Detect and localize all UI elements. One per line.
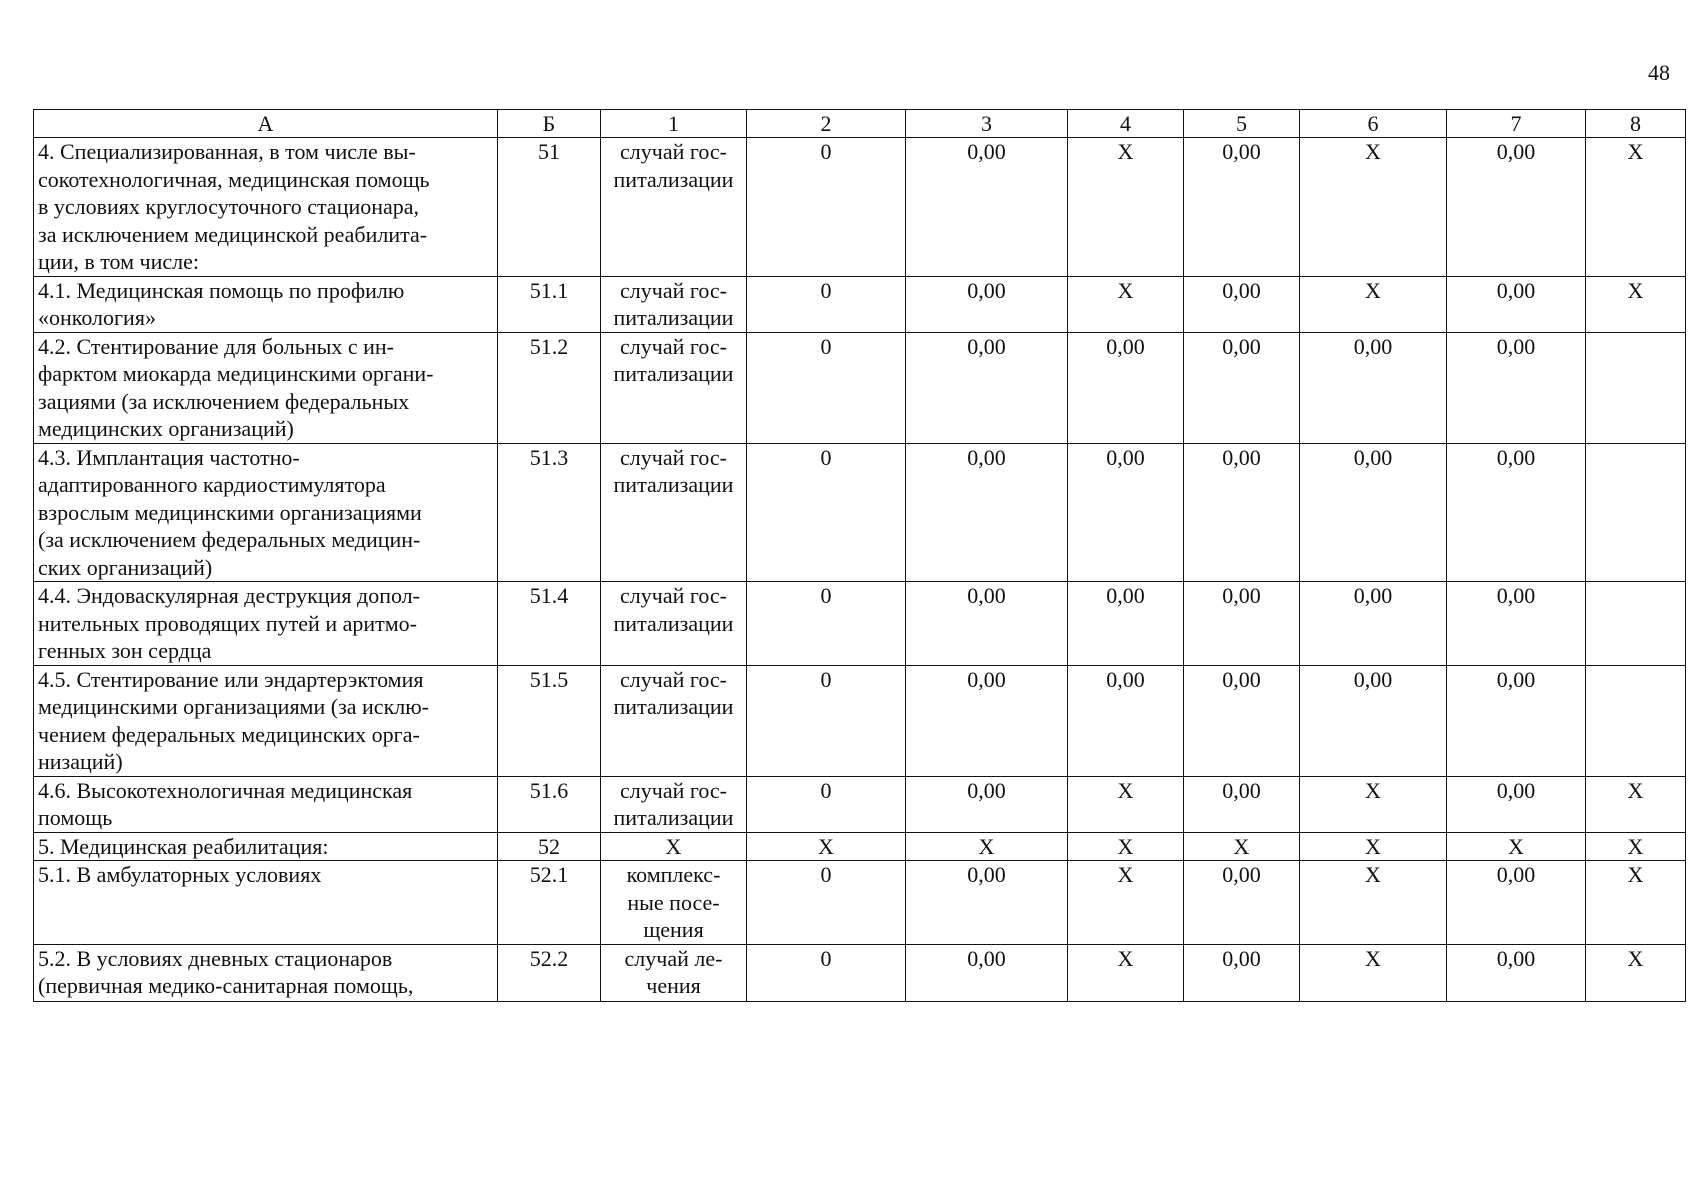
row-value-cell: X [906, 832, 1068, 861]
row-value-cell: 0,00 [1300, 443, 1447, 582]
row-value-cell: 0 [747, 944, 906, 1001]
row-value-cell: X [1586, 276, 1686, 332]
row-name-cell: 5.2. В условиях дневных стационаров (первичная медико-санитарная помощь, [34, 944, 498, 1001]
row-code-cell: 51 [498, 138, 601, 277]
header-cell: 8 [1586, 110, 1686, 138]
row-value-cell: X [1586, 944, 1686, 1001]
row-code-cell: 51.6 [498, 776, 601, 832]
table-row [34, 665, 1686, 776]
row-name-cell: 5. Медицинская реабилитация: [34, 832, 498, 861]
row-value-cell [1586, 582, 1686, 666]
row-value-cell: 0,00 [1447, 443, 1586, 582]
row-value-cell: X [1068, 832, 1184, 861]
row-value-cell: 0,00 [1447, 665, 1586, 776]
row-name-cell: 4. Специализированная, в том числе вы- сокотехнологичная, медицинская помощь в условиях круглосуточного стационара, за исключением медицинской реабилита- ции, в том числе: [34, 138, 498, 277]
row-code-cell: 51.2 [498, 332, 601, 443]
header-cell: 6 [1300, 110, 1447, 138]
row-name-cell: 4.3. Имплантация частотно- адаптированного кардиостимулятора взрослым медицинскими организациями (за исключением федеральных медицин- ских организаций) [34, 443, 498, 582]
row-value-cell [1586, 332, 1686, 443]
row-value-cell: 0,00 [1184, 665, 1300, 776]
row-value-cell: X [1300, 832, 1447, 861]
row-value-cell: 0,00 [1447, 276, 1586, 332]
row-value-cell: X [1447, 832, 1586, 861]
table-row [34, 582, 1686, 666]
row-value-cell: X [1586, 776, 1686, 832]
row-value-cell: 0,00 [906, 861, 1068, 945]
row-code-cell: 52.1 [498, 861, 601, 945]
table-row [34, 332, 1686, 443]
row-value-cell: 0,00 [906, 276, 1068, 332]
row-value-cell: 0 [747, 861, 906, 945]
row-value-cell: 0,00 [906, 665, 1068, 776]
row-value-cell: 0,00 [906, 582, 1068, 666]
table-row [34, 138, 1686, 277]
table-row [34, 861, 1686, 945]
header-cell: 3 [906, 110, 1068, 138]
row-unit-cell: случай гос- питализации [601, 443, 747, 582]
row-value-cell: 0,00 [1447, 776, 1586, 832]
header-cell: Б [498, 110, 601, 138]
row-code-cell: 51.1 [498, 276, 601, 332]
row-value-cell: 0,00 [1184, 443, 1300, 582]
row-value-cell: 0,00 [906, 138, 1068, 277]
row-value-cell: 0,00 [906, 776, 1068, 832]
header-cell: 7 [1447, 110, 1586, 138]
row-value-cell: 0 [747, 665, 906, 776]
row-unit-cell: случай гос- питализации [601, 582, 747, 666]
header-cell: 2 [747, 110, 906, 138]
row-name-cell: 4.1. Медицинская помощь по профилю «онкология» [34, 276, 498, 332]
row-value-cell: X [1300, 276, 1447, 332]
row-value-cell: 0,00 [1300, 582, 1447, 666]
row-value-cell: X [1068, 944, 1184, 1001]
row-code-cell: 51.4 [498, 582, 601, 666]
row-value-cell: 0 [747, 443, 906, 582]
header-cell: 5 [1184, 110, 1300, 138]
row-value-cell: X [1300, 138, 1447, 277]
row-name-cell: 4.6. Высокотехнологичная медицинская помощь [34, 776, 498, 832]
row-value-cell: 0,00 [906, 944, 1068, 1001]
table-row [34, 276, 1686, 332]
header-cell: 1 [601, 110, 747, 138]
row-value-cell: 0,00 [1300, 665, 1447, 776]
row-name-cell: 4.5. Стентирование или эндартерэктомия медицинскими организациями (за исклю- чением федеральных медицинских орга- низаций) [34, 665, 498, 776]
row-value-cell: 0,00 [906, 332, 1068, 443]
row-value-cell [1586, 665, 1686, 776]
table-row [34, 944, 1686, 1001]
row-value-cell: 0,00 [1068, 332, 1184, 443]
row-value-cell: 0,00 [1184, 276, 1300, 332]
row-code-cell: 52 [498, 832, 601, 861]
row-unit-cell: случай гос- питализации [601, 276, 747, 332]
row-value-cell: 0,00 [1068, 582, 1184, 666]
header-cell: А [34, 110, 498, 138]
row-value-cell: X [1300, 861, 1447, 945]
table-row [34, 832, 1686, 861]
row-value-cell: 0,00 [1447, 332, 1586, 443]
row-value-cell: 0,00 [1184, 861, 1300, 945]
row-unit-cell: случай гос- питализации [601, 332, 747, 443]
row-value-cell: X [1068, 138, 1184, 277]
row-unit-cell: случай гос- питализации [601, 665, 747, 776]
row-value-cell: X [1586, 138, 1686, 277]
row-value-cell: 0,00 [1447, 582, 1586, 666]
row-value-cell: 0 [747, 776, 906, 832]
row-name-cell: 4.4. Эндоваскулярная деструкция допол- нительных проводящих путей и аритмо- генных зон сердца [34, 582, 498, 666]
row-unit-cell: комплекс- ные посе- щения [601, 861, 747, 945]
row-name-cell: 5.1. В амбулаторных условиях [34, 861, 498, 945]
row-code-cell: 51.3 [498, 443, 601, 582]
row-value-cell: 0,00 [1447, 861, 1586, 945]
row-value-cell: 0,00 [1068, 665, 1184, 776]
row-unit-cell: случай гос- питализации [601, 776, 747, 832]
row-value-cell: 0 [747, 276, 906, 332]
row-value-cell: 0,00 [1300, 332, 1447, 443]
row-value-cell: X [1068, 776, 1184, 832]
page-number: 48 [1648, 60, 1670, 85]
row-value-cell: 0,00 [1447, 138, 1586, 277]
row-value-cell: 0,00 [1068, 443, 1184, 582]
row-code-cell: 52.2 [498, 944, 601, 1001]
row-value-cell: X [1068, 276, 1184, 332]
row-value-cell [1586, 443, 1686, 582]
row-value-cell: X [1300, 776, 1447, 832]
row-value-cell: 0,00 [1184, 776, 1300, 832]
row-value-cell: 0,00 [906, 443, 1068, 582]
row-unit-cell: случай гос- питализации [601, 138, 747, 277]
row-value-cell: X [1300, 944, 1447, 1001]
row-unit-cell: X [601, 832, 747, 861]
header-cell: 4 [1068, 110, 1184, 138]
row-value-cell: 0,00 [1184, 582, 1300, 666]
row-name-cell: 4.2. Стентирование для больных с ин- фарктом миокарда медицинскими органи- зациями (за исключением федеральных медицинских организаций) [34, 332, 498, 443]
row-code-cell: 51.5 [498, 665, 601, 776]
row-value-cell: X [1586, 861, 1686, 945]
row-value-cell: 0 [747, 332, 906, 443]
header-row [34, 110, 1686, 138]
data-table [33, 109, 1686, 1002]
row-value-cell: 0 [747, 582, 906, 666]
row-value-cell: 0,00 [1184, 138, 1300, 277]
row-unit-cell: случай ле- чения [601, 944, 747, 1001]
row-value-cell: X [1068, 861, 1184, 945]
table-row [34, 776, 1686, 832]
row-value-cell: X [1184, 832, 1300, 861]
row-value-cell: X [747, 832, 906, 861]
row-value-cell: 0,00 [1447, 944, 1586, 1001]
table-row [34, 443, 1686, 582]
row-value-cell: X [1586, 832, 1686, 861]
row-value-cell: 0,00 [1184, 332, 1300, 443]
row-value-cell: 0,00 [1184, 944, 1300, 1001]
row-value-cell: 0 [747, 138, 906, 277]
